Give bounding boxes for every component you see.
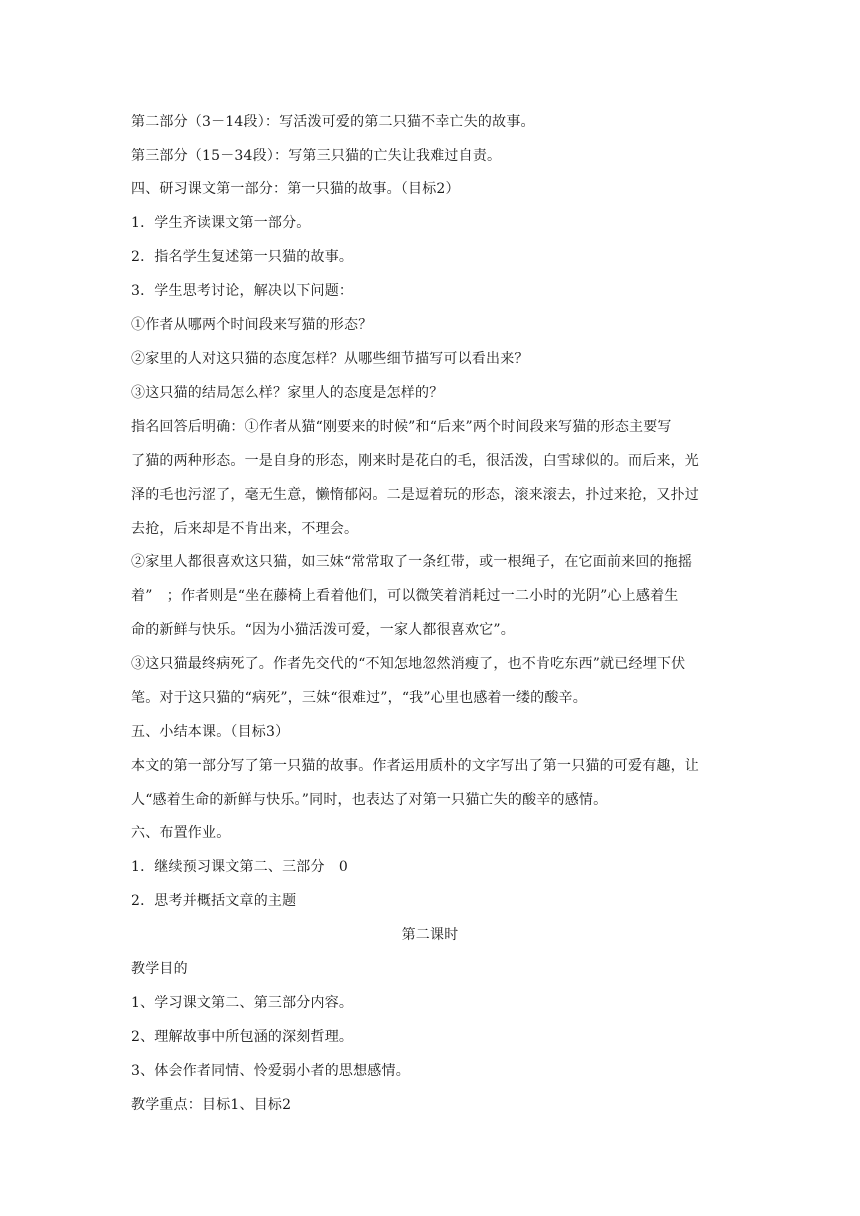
text-line: 1．继续预习课文第二、三部分 0: [131, 859, 349, 875]
text-line: 了猫的两种形态。一是自身的形态，刚来时是花白的毛，很活泼，白雪球似的。而后来，光: [131, 453, 699, 469]
text-line: 泽的毛也污涩了，毫无生意，懒惰郁闷。二是逗着玩的形态，滚来滚去，扑过来抢，又扑过: [131, 487, 699, 503]
text-line: 笔。对于这只猫的“病死”，三妹“很难过”，“我”心里也感着一缕的酸辛。: [131, 690, 587, 706]
text-line: 指名回答后明确：①作者从猫“刚要来的时候”和“后来”两个时间段来写猫的形态主要写: [131, 419, 672, 435]
text-line: 2．指名学生复述第一只猫的故事。: [131, 249, 354, 265]
question-line: ①作者从哪两个时间段来写猫的形态？: [131, 317, 373, 333]
text-line: 着” ；作者则是“坐在藤椅上看着他们，可以微笑着消耗过一二小时的光阴”心上感着生: [131, 588, 679, 604]
text-line: 1、学习课文第二、第三部分内容。: [131, 995, 354, 1011]
text-line: 去抢，后来却是不肯出来，不理会。: [131, 521, 359, 537]
text-line: 第三部分（15－34段）：写第三只猫的亡失让我难过自责。: [131, 148, 502, 164]
section-heading: 教学目的: [131, 961, 188, 977]
section-heading: 六、布置作业。: [131, 825, 231, 841]
text-line: ③这只猫最终病死了。作者先交代的“不知怎地忽然消瘦了，也不肯吃东西”就已经埋下伏: [131, 656, 686, 672]
question-line: ②家里的人对这只猫的态度怎样？从哪些细节描写可以看出来？: [131, 351, 529, 367]
lesson-title: 第二课时: [401, 927, 459, 943]
text-line: 3．学生思考讨论，解决以下问题：: [131, 283, 354, 299]
section-heading: 五、小结本课。（目标3）: [131, 724, 290, 740]
text-line: 第二部分（3－14段）：写活泼可爱的第二只猫不幸亡失的故事。: [131, 114, 535, 130]
text-line: 命的新鲜与快乐。“因为小猫活泼可爱，一家人都很喜欢它”。: [131, 622, 515, 638]
text-line: 2．思考并概括文章的主题: [131, 893, 297, 909]
section-heading: 四、研习课文第一部分：第一只猫的故事。（目标2）: [131, 181, 460, 197]
text-line: 1．学生齐读课文第一部分。: [131, 215, 311, 231]
question-line: ③这只猫的结局怎么样？家里人的态度是怎样的？: [131, 385, 444, 401]
text-line: 教学重点：目标1、目标2: [131, 1097, 292, 1113]
text-line: 3、体会作者同情、怜爱弱小者的思想感情。: [131, 1063, 410, 1079]
text-line: 2、理解故事中所包涵的深刻哲理。: [131, 1029, 354, 1045]
text-line: 本文的第一部分写了第一只猫的故事。作者运用质朴的文字写出了第一只猫的可爱有趣，让: [131, 758, 699, 774]
text-line: ②家里人都很喜欢这只猫，如三妹“常常取了一条红带，或一根绳子，在它面前来回的拖摇: [131, 554, 693, 570]
text-line: 人“感着生命的新鲜与快乐。”同时，也表达了对第一只猫亡失的酸辛的感情。: [131, 792, 608, 808]
